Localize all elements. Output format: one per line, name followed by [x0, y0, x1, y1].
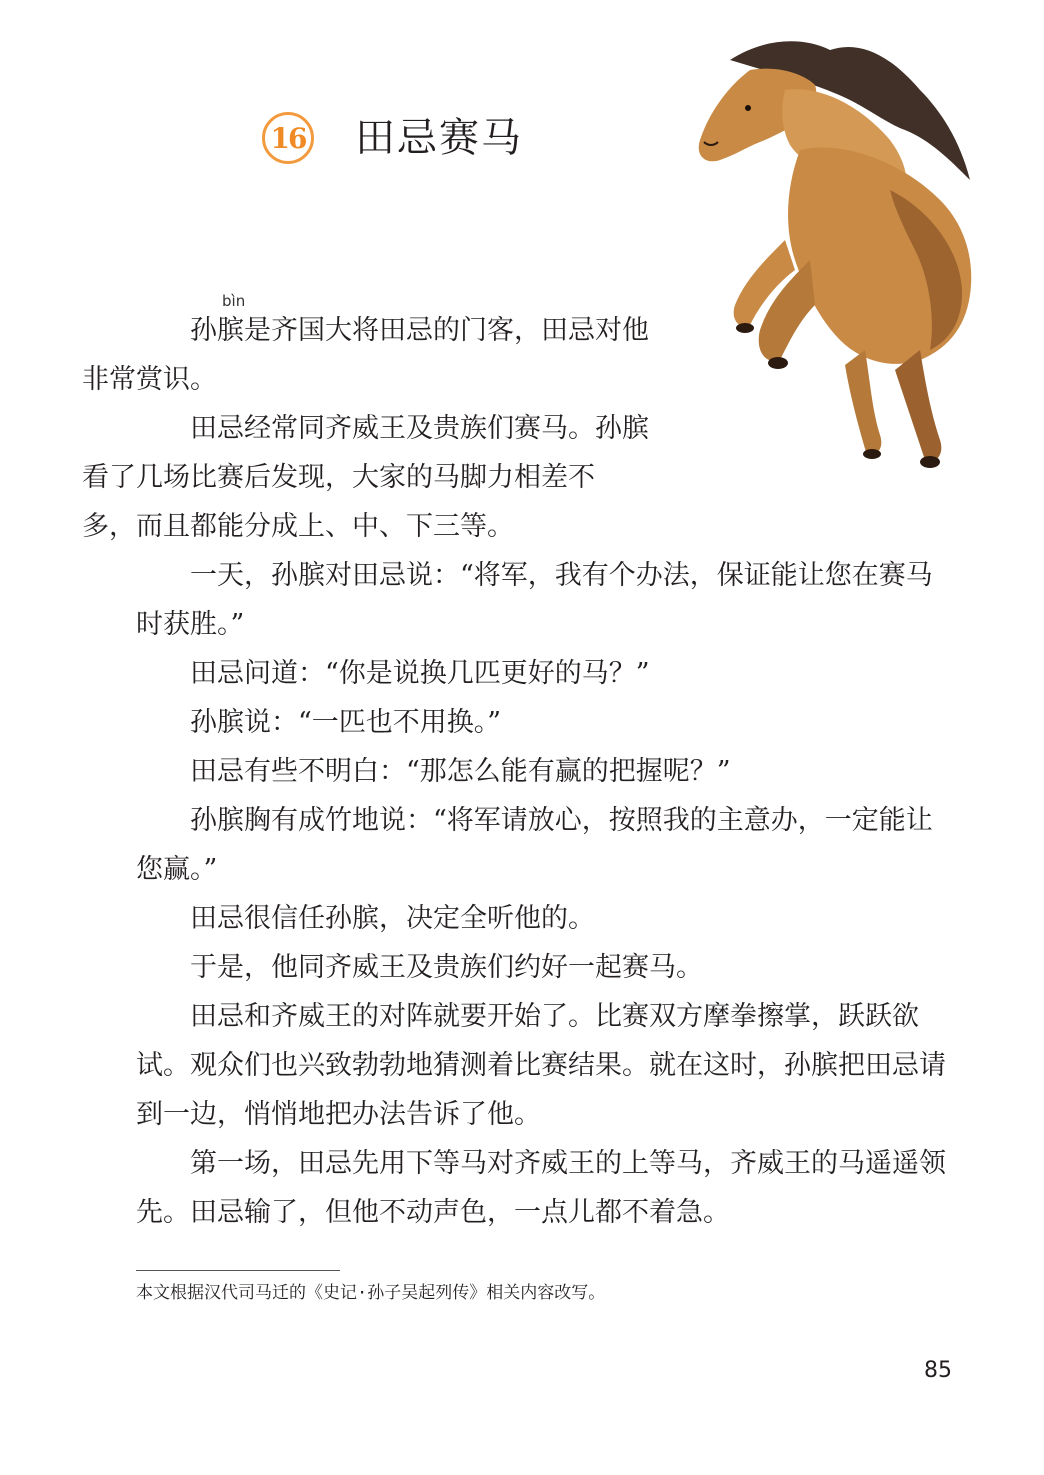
paragraph: 田忌和齐威王的对阵就要开始了。比赛双方摩拳擦掌，跃跃欲试。观众们也兴致勃勃地猜测着比赛结果。就在这时，孙膑把田忌请到一边，悄悄地把办法告诉了他。	[136, 1001, 946, 1130]
horse-rear-leg	[895, 350, 941, 461]
body-text	[136, 551, 956, 1237]
galloping-horse-illustration	[690, 30, 980, 480]
paragraph: 田忌很信任孙膑，决定全听他的。	[190, 903, 595, 934]
paragraph	[82, 306, 676, 404]
paragraph: 孙膑胸有成竹地说：“将军请放心，按照我的主意办，一定能让您赢。”	[136, 805, 933, 885]
horse-eye	[745, 105, 751, 111]
paragraph: 第一场，田忌先用下等马对齐威王的上等马，齐威王的马遥遥领先。田忌输了，但他不动声色，一点儿都不着急。	[136, 1148, 946, 1228]
paragraph: 一天，孙膑对田忌说：“将军，我有个办法，保证能让您在赛马时获胜。”	[136, 560, 933, 640]
paragraph: 孙膑说：“一匹也不用换。”	[190, 707, 502, 738]
paragraph: 田忌有些不明白：“那怎么能有赢的把握呢？”	[190, 756, 731, 787]
footnote: 本文根据汉代司马迁的《史记·孙子吴起列传》相关内容改写。	[136, 1283, 606, 1303]
text-line: 看了几场比赛后发现，大家的马脚力相差不	[82, 462, 595, 493]
lesson-title: 田忌赛马	[355, 115, 523, 161]
horse-hoof-2	[920, 456, 940, 468]
horse-rear-leg-2	[845, 350, 881, 454]
lesson-number: 16	[270, 121, 306, 155]
text-line: 非常赏识。	[82, 364, 217, 395]
intro-text	[82, 306, 676, 551]
text-line: 孙膑是齐国大将田忌的门客，田忌对他	[190, 315, 649, 346]
lesson-number-badge	[262, 112, 314, 164]
paragraph: 田忌问道：“你是说换几匹更好的马？”	[190, 658, 650, 689]
horse-hoof-4	[736, 323, 754, 333]
horse-hoof-1	[768, 357, 788, 369]
text-line: 田忌经常同齐威王及贵族们赛马。孙膑	[190, 413, 649, 444]
horse-hoof-3	[863, 449, 881, 459]
paragraph	[82, 404, 676, 551]
paragraph: 于是，他同齐威王及贵族们约好一起赛马。	[190, 952, 703, 983]
pinyin-annotation: bìn	[222, 292, 246, 310]
page-number: 85	[924, 1358, 952, 1383]
footnote-divider	[136, 1270, 340, 1271]
text-line: 多，而且都能分成上、中、下三等。	[82, 511, 514, 542]
